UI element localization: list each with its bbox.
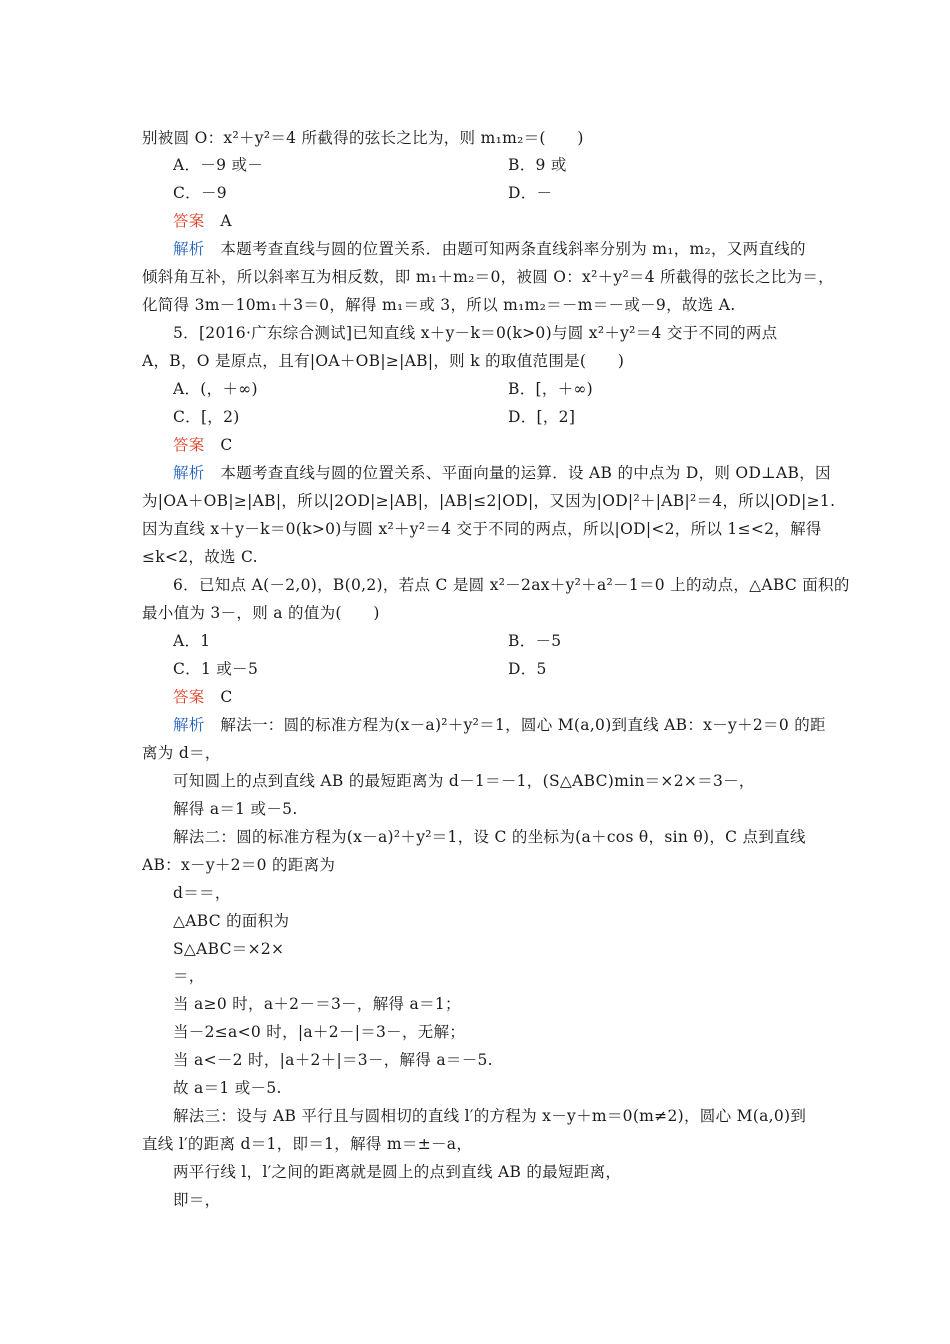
line-text: A，B，O 是原点，且有|OA＋OB|≥|AB|，则 k 的取值范围是( ): [142, 352, 625, 370]
analysis-label: 解析: [173, 716, 205, 734]
line-text: 本题考查直线与圆的位置关系．由题可知两条直线斜率分别为 m₁，m₂，又两直线的: [204, 240, 806, 258]
line-text: S△ABC＝×2×: [173, 940, 285, 958]
text-line: [142, 295, 735, 315]
line-text: A．(，＋∞): [173, 380, 258, 398]
text-line: [173, 1050, 493, 1070]
text-line: [142, 351, 624, 371]
line-text: 故 a＝1 或－5.: [173, 1079, 282, 1097]
option-right: B．[，＋∞): [508, 380, 593, 398]
option-right: B．9 或: [508, 156, 567, 174]
text-line: [173, 966, 205, 986]
line-text: 当 a<－2 时，|a＋2＋|＝3－，解得 a＝－5.: [173, 1051, 493, 1069]
line-text: 别被圆 O：x²＋y²＝4 所截得的弦长之比为，则 m₁m₂＝( ): [142, 129, 584, 147]
line-text: 解得 a＝1 或－5.: [173, 800, 298, 818]
line-text: 倾斜角互补，所以斜率互为相反数，即 m₁＋m₂＝0，被圆 O：x²＋y²＝4 所截得的弦长之比为＝，: [142, 268, 834, 286]
option-right: B．－5: [508, 632, 562, 650]
line-text: 5．[2016·广东综合测试]已知直线 x＋y－k＝0(k>0)与圆 x²＋y²＝4 交于不同的两点: [173, 324, 778, 342]
option-right: D．－: [508, 184, 553, 202]
answer-label: 答案: [173, 436, 205, 454]
text-line: [142, 855, 335, 875]
text-line: [142, 743, 221, 763]
text-line: [142, 603, 380, 623]
line-text: 可知圆上的点到直线 AB 的最短距离为 d－1＝－1，(S△ABC)min＝×2×＝3－，: [173, 772, 755, 790]
text-line: [173, 1162, 621, 1182]
line-text: 化简得 3m－10m₁＋3＝0，解得 m₁＝或 3，所以 m₁m₂＝－m＝－或－9，故选 A.: [142, 296, 736, 314]
text-line: [173, 435, 233, 455]
text-line: [173, 211, 232, 231]
text-line: [173, 687, 233, 707]
line-text: C．1 或－5: [173, 660, 259, 678]
option-right: D．5: [508, 660, 547, 678]
line-text: △ABC 的面积为: [173, 912, 290, 930]
text-line: [142, 1134, 472, 1154]
line-text: 因为直线 x＋y－k＝0(k>0)与圆 x²＋y²＝4 交于不同的两点，所以|OD|<2，所以 1≤<2，解得: [142, 520, 822, 538]
text-line: [173, 407, 576, 427]
text-line: [142, 267, 834, 287]
line-text: A．－9 或－: [173, 156, 264, 174]
text-line: [173, 379, 593, 399]
text-line: [173, 183, 553, 203]
text-line: [173, 1022, 465, 1042]
text-line: [173, 911, 289, 931]
line-text: ≤k<2，故选 C.: [142, 548, 258, 566]
line-text: 即＝，: [173, 1191, 221, 1209]
line-text: d＝＝，: [173, 884, 231, 902]
text-line: [173, 631, 562, 651]
line-text: 直线 l′的距离 d＝1，即＝1，解得 m＝±－a，: [142, 1135, 473, 1153]
option-right: D．[，2]: [508, 408, 576, 426]
line-text: AB：x－y＋2＝0 的距离为: [142, 856, 336, 874]
text-line: [173, 1190, 220, 1210]
line-text: C．[，2): [173, 408, 240, 426]
answer-label: 答案: [173, 688, 205, 706]
analysis-label: 解析: [173, 240, 205, 258]
text-line: [142, 128, 584, 148]
text-line: [173, 1078, 282, 1098]
text-line: [173, 799, 298, 819]
text-line: [173, 239, 806, 259]
text-line: [173, 575, 850, 595]
text-line: [173, 939, 284, 959]
line-text: 离为 d＝，: [142, 744, 221, 762]
line-text: 解法三：设与 AB 平行且与圆相切的直线 l′的方程为 x－y＋m＝0(m≠2)，圆心 M(a,0)到: [173, 1107, 807, 1125]
text-line: [173, 827, 806, 847]
text-line: [173, 994, 461, 1014]
line-text: C．－9: [173, 184, 227, 202]
answer-label: 答案: [173, 212, 205, 230]
text-line: [173, 715, 826, 735]
analysis-label: 解析: [173, 464, 205, 482]
line-text: C: [204, 688, 233, 706]
line-text: 解法一：圆的标准方程为(x－a)²＋y²＝1，圆心 M(a,0)到直线 AB：x－y＋2＝0 的距: [204, 716, 826, 734]
text-line: [173, 1106, 806, 1126]
line-text: 两平行线 l，l′之间的距离就是圆上的点到直线 AB 的最短距离，: [173, 1163, 622, 1181]
line-text: 当－2≤a<0 时，|a＋2－|＝3－，无解；: [173, 1023, 466, 1041]
text-line: [173, 659, 547, 679]
line-text: ＝，: [173, 967, 205, 985]
text-line: [173, 155, 567, 175]
line-text: 6．已知点 A(－2,0)，B(0,2)，若点 C 是圆 x²－2ax＋y²＋a²－1＝0 上的动点，△ABC 面积的: [173, 576, 850, 594]
line-text: 为|OA＋OB|≥|AB|，所以|2OD|≥|AB|，|AB|≤2|OD|，又因为|OD|²＋|AB|²＝4，所以|OD|≥1.: [142, 492, 836, 510]
text-line: [142, 491, 835, 511]
line-text: 解法二：圆的标准方程为(x－a)²＋y²＝1，设 C 的坐标为(a＋cos θ，sin θ)，C 点到直线: [173, 828, 806, 846]
line-text: C: [204, 436, 233, 454]
text-line: [142, 519, 822, 539]
line-text: 当 a≥0 时，a＋2－＝3－，解得 a＝1；: [173, 995, 461, 1013]
line-text: 本题考查直线与圆的位置关系、平面向量的运算．设 AB 的中点为 D，则 OD⊥AB，因: [204, 464, 831, 482]
line-text: 最小值为 3－，则 a 的值为( ): [142, 604, 380, 622]
line-text: A．1: [173, 632, 211, 650]
line-text: A: [204, 212, 232, 230]
text-line: [173, 323, 778, 343]
text-line: [173, 771, 755, 791]
text-line: [173, 883, 231, 903]
text-line: [142, 547, 258, 567]
text-line: [173, 463, 831, 483]
